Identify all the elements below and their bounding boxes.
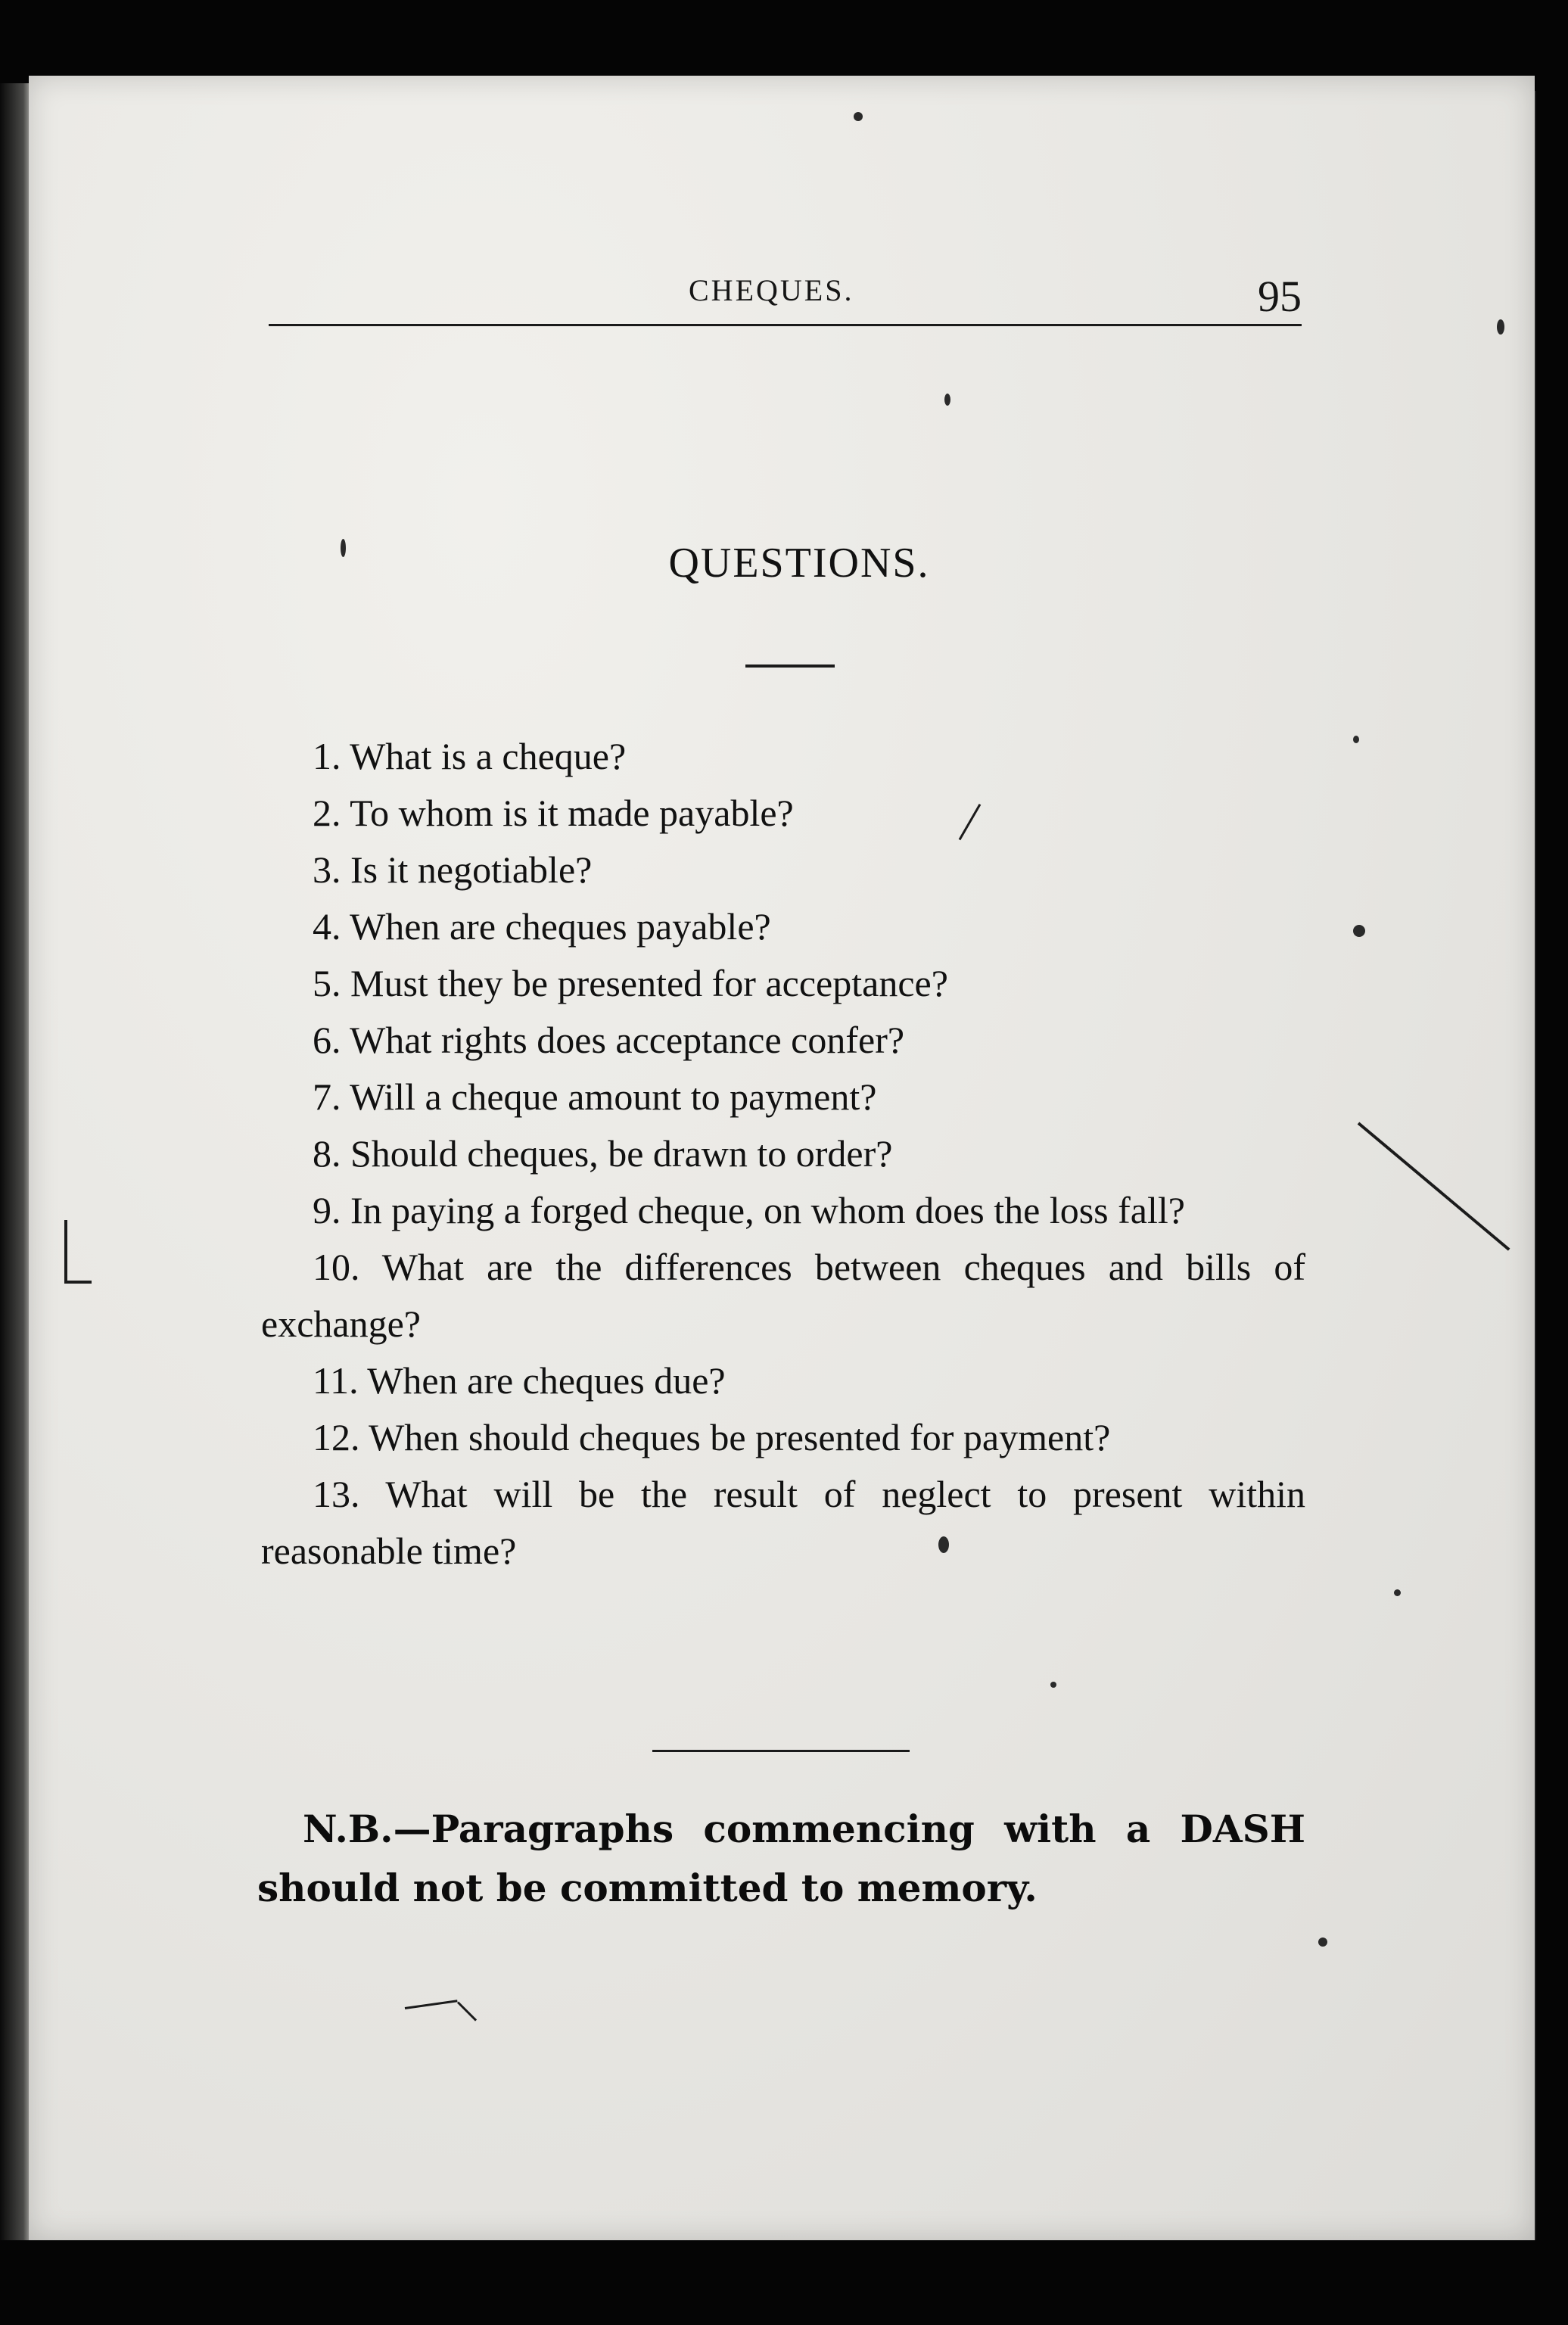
dust-speck [1394,1589,1401,1596]
scratch-mark [64,1220,67,1282]
question-13: 13. What will be the result of neglect to present within reasonable time? [261,1473,1305,1572]
question-5: 5. Must they be presented for acceptance? [313,962,948,1004]
dust-speck [1050,1682,1056,1688]
running-head [269,272,1302,341]
page-number: 95 [1258,272,1302,321]
question-3: 3. Is it negotiable? [313,848,593,891]
question-9: 9. In paying a forged cheque, on whom does the loss fall? [313,1189,1185,1231]
dust-speck [1318,1938,1327,1947]
question-7: 7. Will a cheque amount to payment? [313,1075,877,1118]
dust-speck [854,112,863,121]
section-title: QUESTIONS. [668,540,930,587]
dust-speck [341,539,346,557]
question-6: 6. What rights does acceptance confer? [313,1019,905,1061]
question-12: 12. When should cheques be presented for payment? [313,1416,1111,1458]
questions-list [261,728,1305,1580]
dust-speck [1497,319,1504,335]
nota-bene: N.B.—Paragraphs commencing with a DASH should not be committed to memory. [257,1807,1305,1910]
question-11: 11. When are cheques due? [313,1359,726,1402]
question-10: 10. What are the differences between cheques and bills of exchange? [261,1246,1305,1345]
dust-speck [1353,736,1359,743]
header-rule [269,324,1302,326]
dust-speck [938,1536,949,1553]
dust-speck [1353,925,1365,937]
dust-speck [944,394,950,406]
question-8: 8. Should cheques, be drawn to order? [313,1132,893,1175]
question-2: 2. To whom is it made payable? [313,792,794,834]
closing-rule [652,1750,910,1752]
running-title: CHEQUES. [689,273,854,307]
question-1: 1. What is a cheque? [313,735,627,777]
title-rule [745,665,835,668]
scratch-mark [64,1281,92,1284]
question-4: 4. When are cheques payable? [313,905,771,948]
